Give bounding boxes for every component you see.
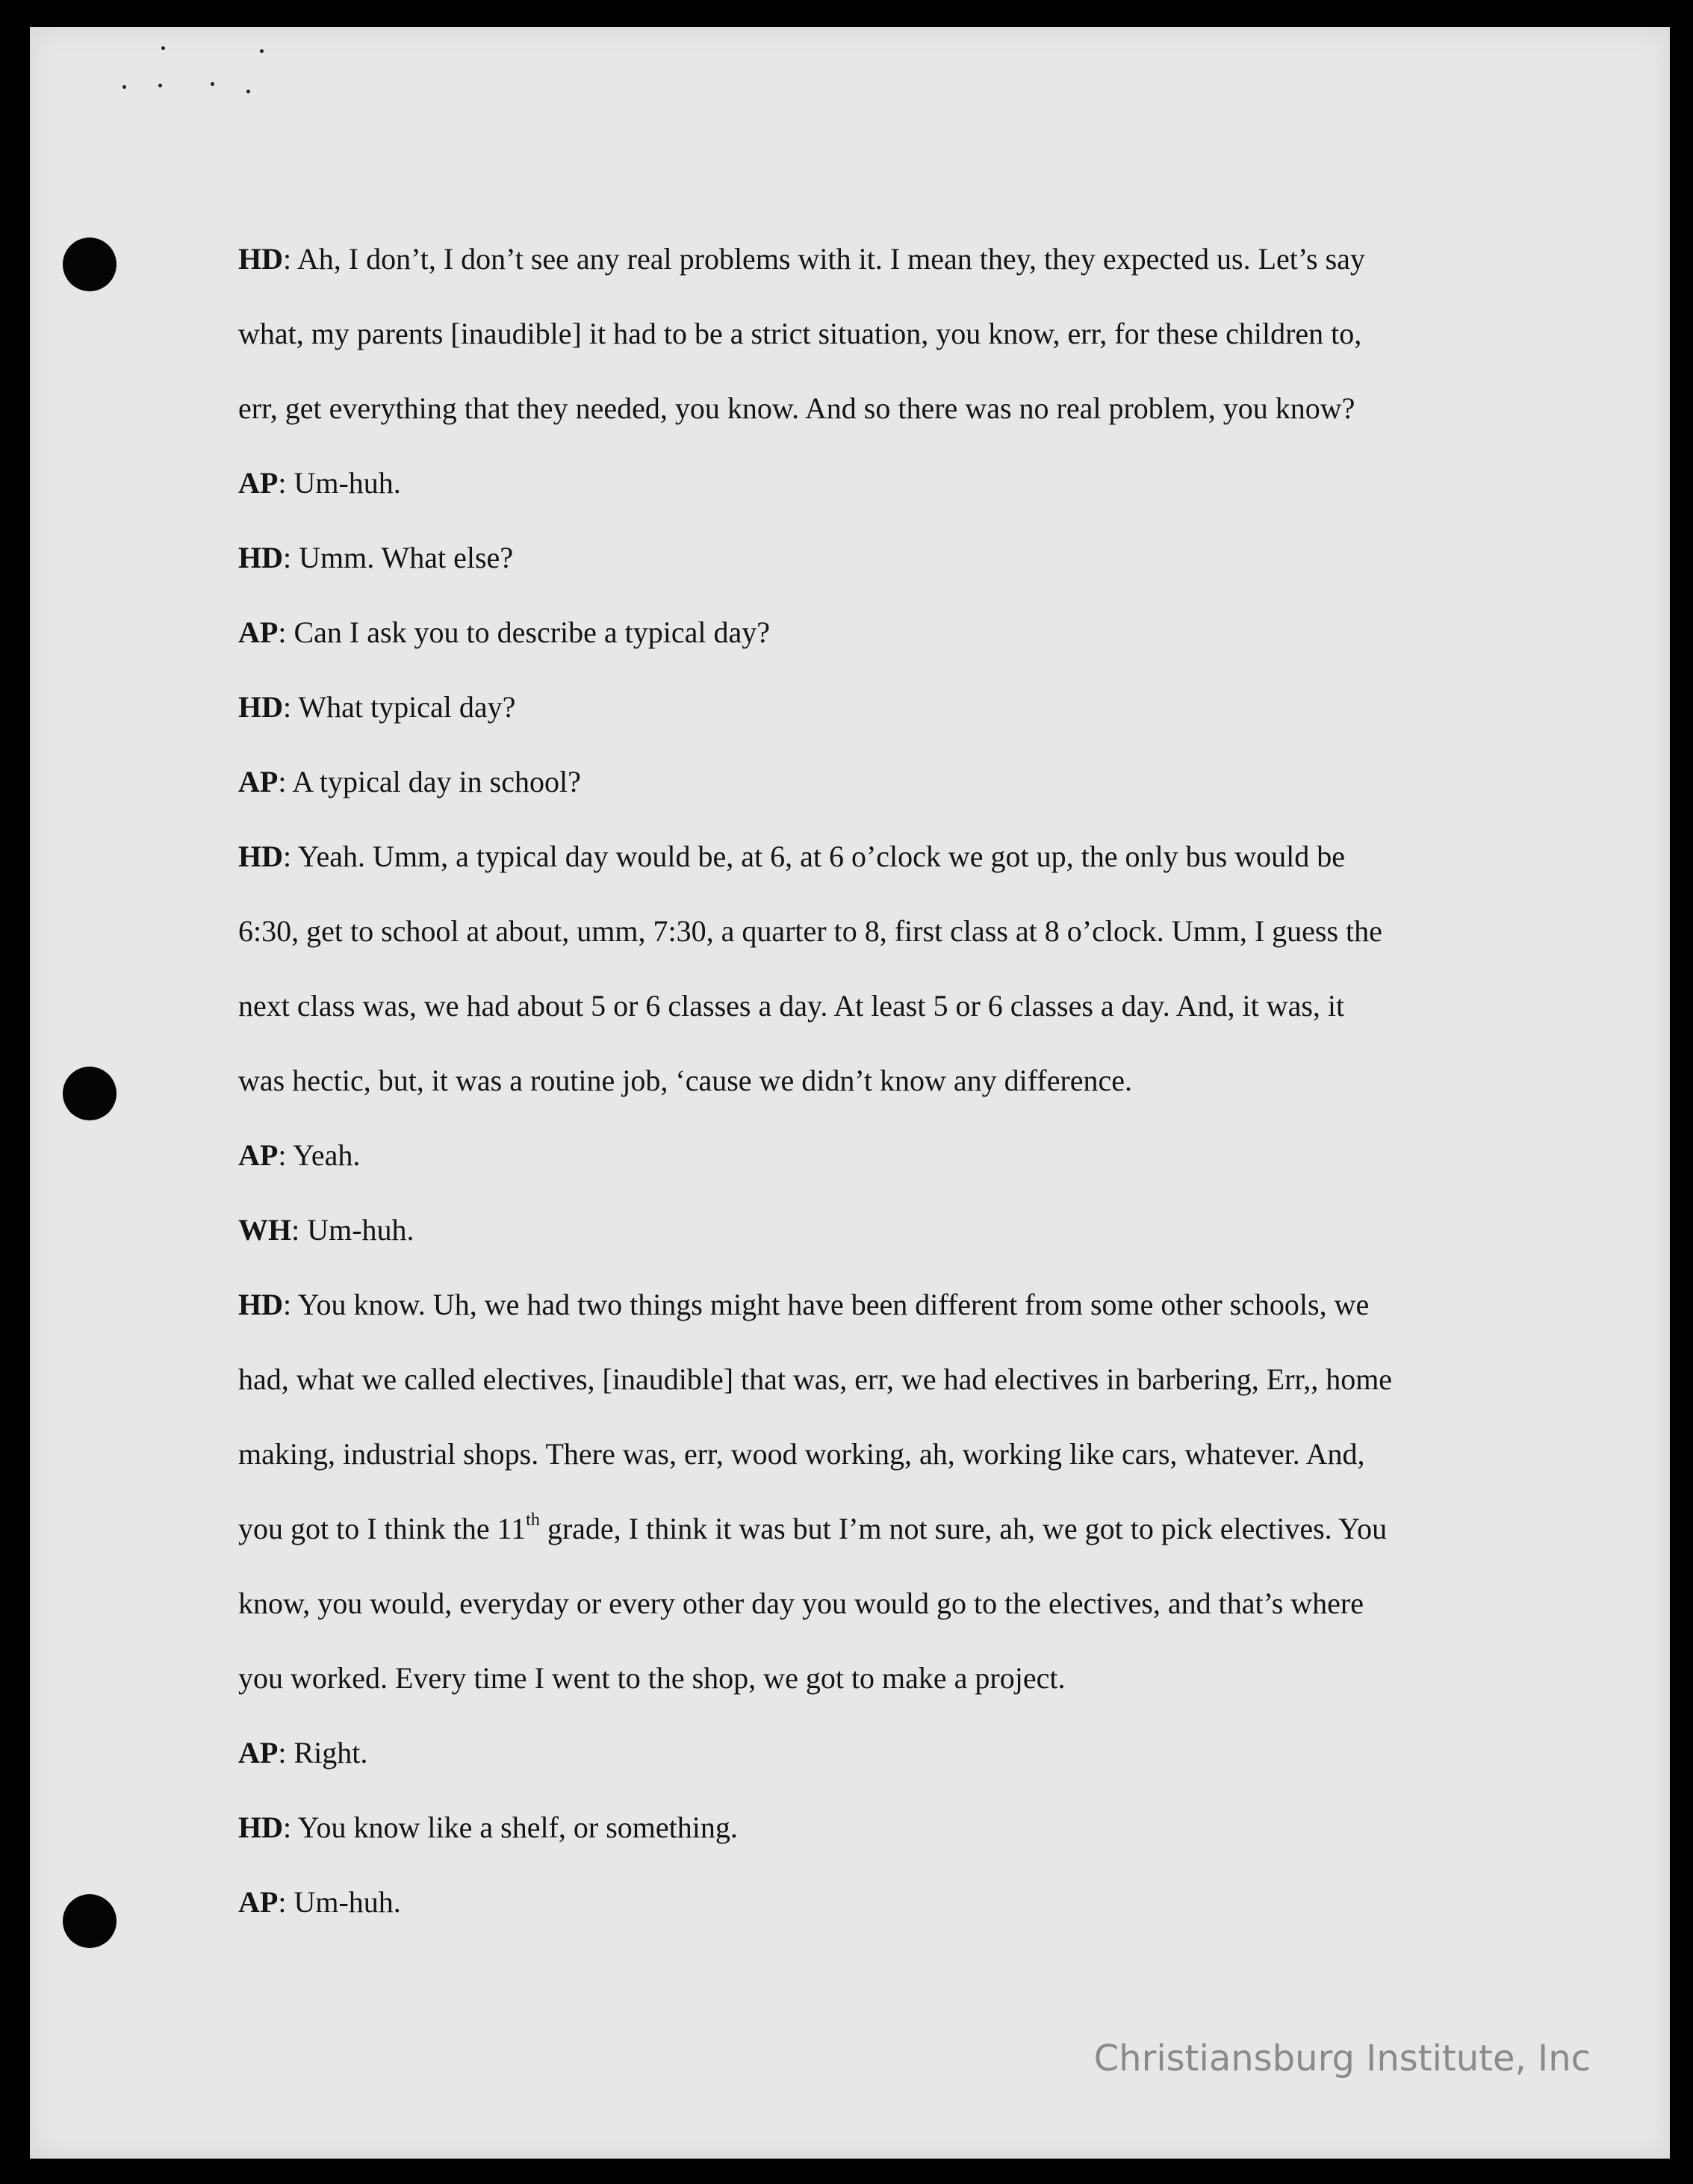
transcript-line — [238, 611, 1523, 686]
utterance-text: grade, I think it was but I’m not sure, ah, we got to pick electives. You — [539, 1512, 1388, 1545]
transcript-line — [238, 1881, 1523, 1955]
transcript-body — [238, 238, 1523, 1955]
punch-hole-top — [63, 238, 117, 291]
utterance-text: : Yeah. — [278, 1138, 361, 1172]
transcript-line: was hectic, but, it was a routine job, ‘cause we didn’t know any difference. — [238, 1064, 1133, 1097]
transcript-line: 6:30, get to school at about, umm, 7:30, a quarter to 8, first class at 8 o’clock. Umm, I guess the — [238, 914, 1382, 948]
speck-mark — [158, 84, 162, 87]
transcript-line: err, get everything that they needed, you know. And so there was no real problem, you know? — [238, 391, 1355, 425]
speaker-label: AP — [238, 1736, 279, 1769]
utterance-text: : You know like a shelf, or something. — [283, 1811, 738, 1844]
transcript-line: you worked. Every time I went to the shop, we got to make a project. — [238, 1661, 1066, 1695]
speck-mark — [260, 49, 264, 53]
speaker-label: HD — [238, 840, 283, 873]
speaker-label: WH — [238, 1213, 292, 1247]
speck-mark — [211, 82, 214, 86]
utterance-text: : Um-huh. — [291, 1213, 414, 1247]
speck-mark — [246, 90, 250, 93]
utterance-text: you got to I think the 11 — [238, 1512, 526, 1545]
utterance-text: : What typical day? — [283, 690, 516, 724]
utterance-text: : Um-huh. — [278, 1885, 401, 1919]
transcript-line: know, you would, everyday or every other day you would go to the electives, and that’s where — [238, 1586, 1364, 1620]
transcript-line: making, industrial shops. There was, err, wood working, ah, working like cars, whatever. And, — [238, 1437, 1365, 1471]
speaker-label: AP — [238, 1138, 279, 1172]
transcript-line — [238, 1209, 1523, 1283]
speck-mark — [161, 46, 165, 50]
transcript-line — [238, 1507, 1523, 1582]
transcript-line — [238, 760, 1523, 835]
transcript-line: had, what we called electives, [inaudible] that was, err, we had electives in barbering, Err,, home — [238, 1362, 1393, 1396]
archive-watermark: Christiansburg Institute, Inc — [1093, 2038, 1591, 2079]
utterance-text: : Right. — [278, 1736, 368, 1769]
utterance-text: : Um-huh. — [278, 466, 401, 500]
transcript-line — [238, 1134, 1523, 1209]
speaker-label: AP — [238, 1885, 279, 1919]
utterance-text: : Umm. What else? — [283, 541, 514, 574]
transcript-line — [238, 1283, 1523, 1358]
speaker-label: AP — [238, 466, 279, 500]
ordinal-suffix: th — [526, 1510, 540, 1530]
speaker-label: HD — [238, 541, 283, 574]
transcript-page — [30, 27, 1670, 2159]
speaker-label: HD — [238, 1288, 283, 1321]
speaker-label: AP — [238, 615, 279, 649]
punch-hole-middle — [63, 1067, 117, 1120]
punch-hole-bottom — [63, 1894, 117, 1948]
transcript-line — [238, 1806, 1523, 1881]
utterance-text: : Can I ask you to describe a typical day? — [278, 615, 770, 649]
speaker-label: AP — [238, 765, 279, 798]
transcript-line — [238, 835, 1523, 910]
speaker-label: HD — [238, 1811, 283, 1844]
transcript-line — [238, 462, 1523, 536]
speck-mark — [122, 85, 126, 89]
speaker-label: HD — [238, 690, 283, 724]
transcript-line — [238, 686, 1523, 760]
utterance-text: : Yeah. Umm, a typical day would be, at 6, at 6 o’clock we got up, the only bus would be — [283, 840, 1345, 873]
utterance-text: : You know. Uh, we had two things might have been different from some other schools, we — [283, 1288, 1370, 1321]
speaker-label: HD — [238, 242, 283, 276]
transcript-line — [238, 238, 1523, 312]
transcript-line — [238, 536, 1523, 611]
transcript-line — [238, 1731, 1523, 1806]
utterance-text: : Ah, I don’t, I don’t see any real problems with it. I mean they, they expected us. Let’s say — [283, 242, 1365, 276]
transcript-line: what, my parents [inaudible] it had to be a strict situation, you know, err, for these children to, — [238, 317, 1362, 350]
utterance-text: : A typical day in school? — [278, 765, 581, 798]
transcript-line: next class was, we had about 5 or 6 classes a day. At least 5 or 6 classes a day. And, it was, it — [238, 989, 1345, 1023]
